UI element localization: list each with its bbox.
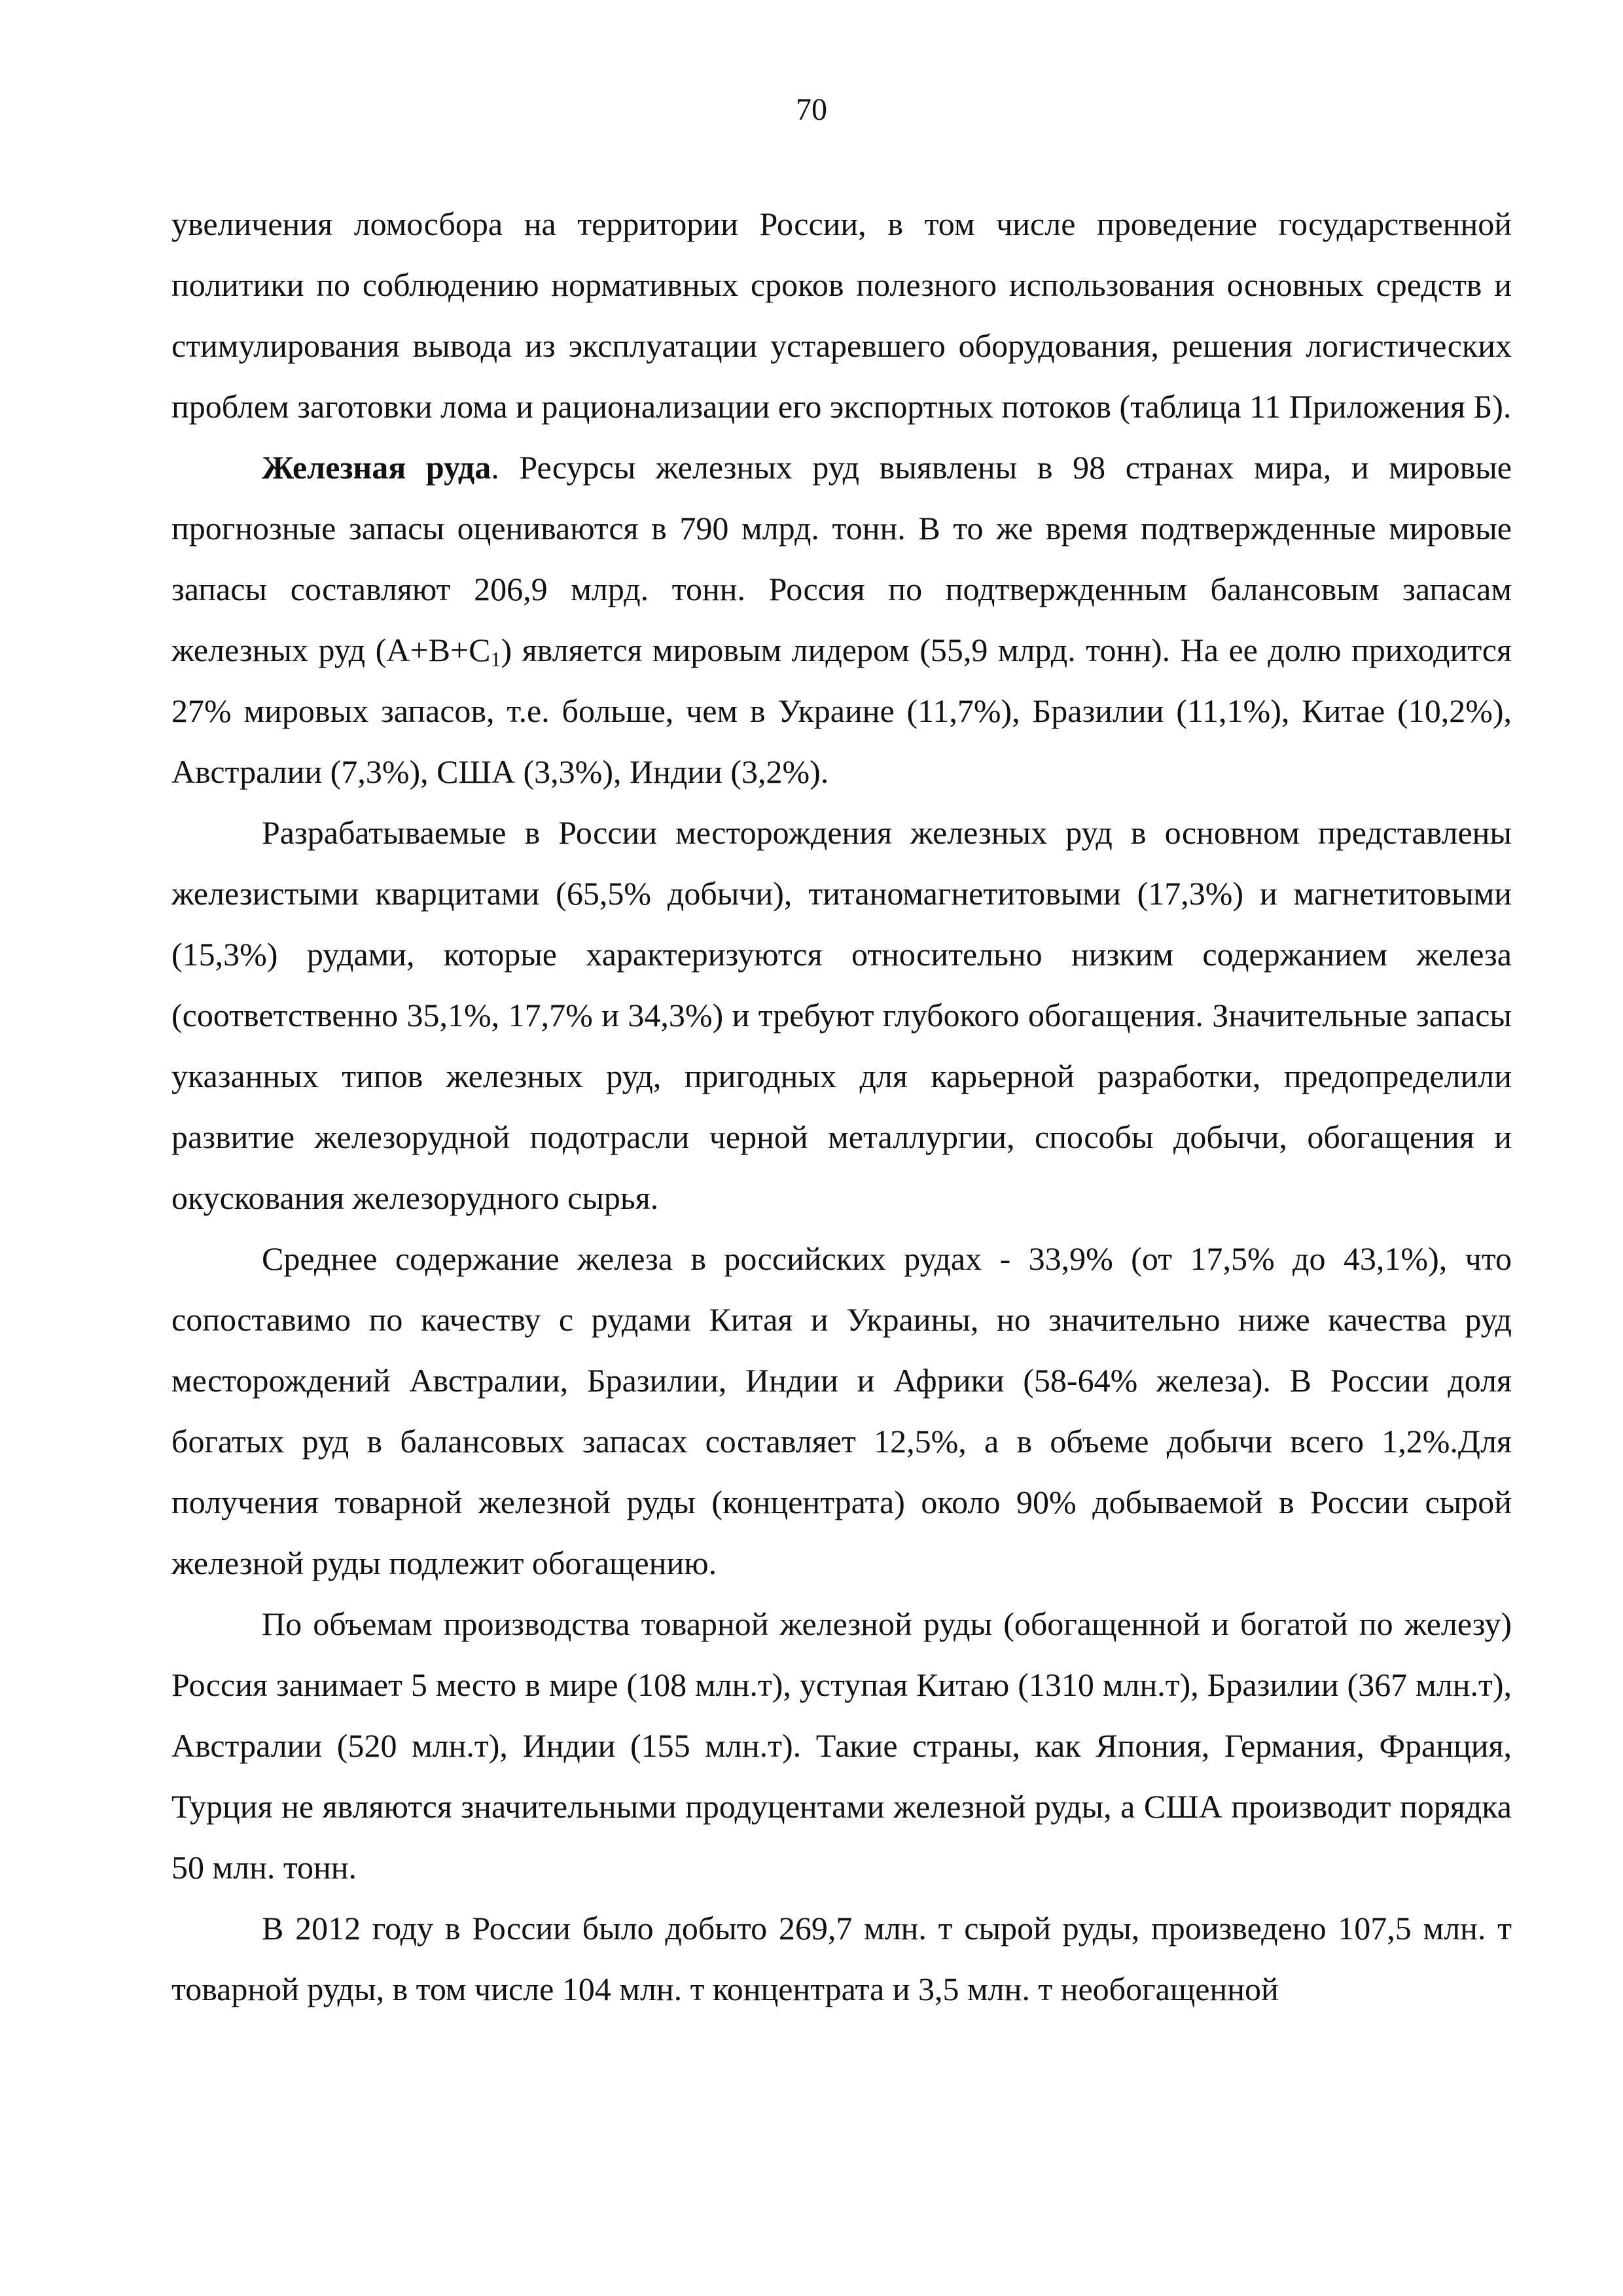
- subscript-index: 1: [490, 647, 501, 671]
- paragraph-text: . Ресурсы железных руд выявлены в 98 странах мира, и мировые прогнозные запасы оцениваются в 790 млрд. тонн. В то же время подтвержденные мировые запасы составляют 206,9 млрд. тонн. Россия по подтвержденным балансовым запасам железных руд (А+В+С: [171, 449, 1512, 668]
- paragraph-2012-output: В 2012 году в России было добыто 269,7 млн. т сырой руды, произведено 107,5 млн. т товарной руды, в том числе 104 млн. т концентрата и 3,5 млн. т необогащенной: [171, 1910, 1512, 2007]
- paragraph-text: ) является мировым лидером (55,9 млрд. тонн). На ее долю приходится 27% мировых запасов, т.е. больше, чем в Украине (11,7%), Бразилии (11,1%), Китае (10,2%), Австралии (7,3%), США (3,3%), Индии (3,2%).: [171, 632, 1512, 790]
- page-number: 70: [796, 92, 827, 127]
- paragraph-deposits: Разрабатываемые в России месторождения железных руд в основном представлены железистыми кварцитами (65,5% добычи), титаномагнетитовыми (17,3%) и магнетитовыми (15,3%) рудами, которые характеризуются относительно низким содержанием железа (соответственно 35,1%, 17,7% и 34,3%) и требуют глубокого обогащения. Значительные запасы указанных типов железных руд, пригодных для карьерной разработки, предопределили развитие железорудной подотрасли черной металлургии, способы добычи, обогащения и окускования железорудного сырья.: [171, 814, 1512, 1216]
- paragraph-iron-content: Среднее содержание железа в российских рудах - 33,9% (от 17,5% до 43,1%), что сопоставимо по качеству с рудами Китая и Украины, но значительно ниже качества руд месторождений Австралии, Бразилии, Индии и Африки (58-64% железа). В России доля богатых руд в балансовых запасах составляет 12,5%, а в объеме добычи всего 1,2%.Для получения товарной железной руды (концентрата) около 90% добываемой в России сырой железной руды подлежит обогащению.: [171, 1240, 1512, 1581]
- paragraph-iron-ore-resources: [171, 437, 1512, 802]
- body-text: [171, 194, 1512, 2020]
- paragraph-scrap-collection: увеличения ломосбора на территории России, в том числе проведение государственной политики по соблюдению нормативных сроков полезного использования основных средств и стимулирования вывода из эксплуатации устаревшего оборудования, решения логистических проблем заготовки лома и рационализации его экспортных потоков (таблица 11 Приложения Б).: [171, 206, 1512, 425]
- section-title-iron-ore: Железная руда: [262, 449, 491, 486]
- paragraph-production-volume: По объемам производства товарной железной руды (обогащенной и богатой по железу) Россия занимает 5 место в мире (108 млн.т), уступая Китаю (1310 млн.т), Бразилии (367 млн.т), Австралии (520 млн.т), Индии (155 млн.т). Такие страны, как Япония, Германия, Франция, Турция не являются значительными продуцентами железной руды, а США производит порядка 50 млн. тонн.: [171, 1605, 1512, 1886]
